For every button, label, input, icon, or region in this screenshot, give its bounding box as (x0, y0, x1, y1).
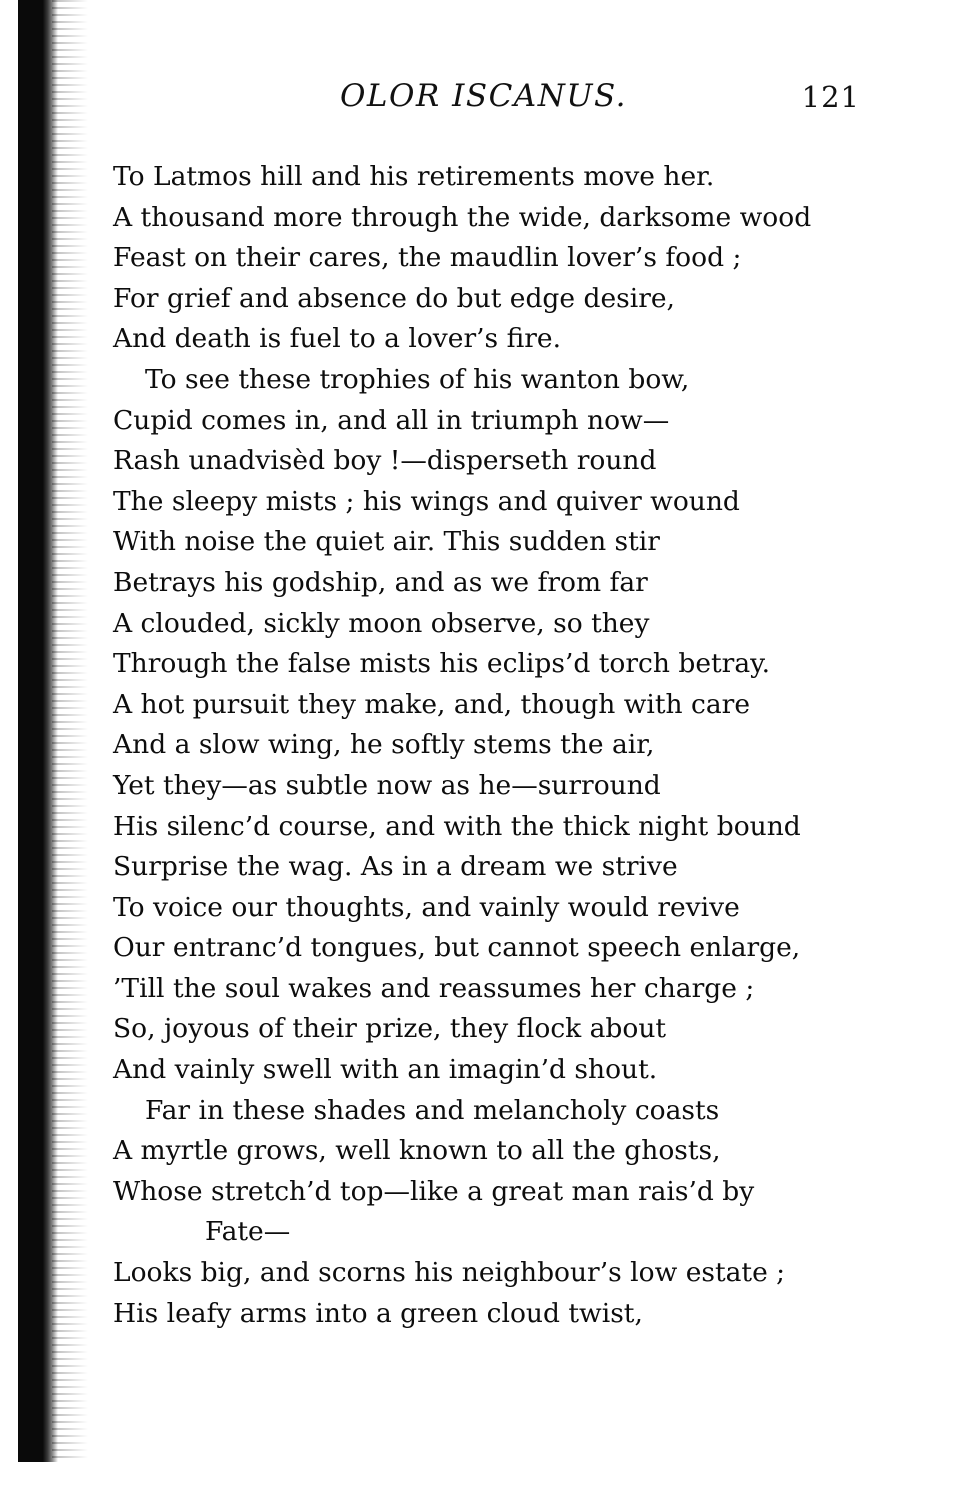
poem-line: Through the false mists his eclips’d torch betray. (113, 648, 771, 680)
poem-line: And a slow wing, he softly stems the air, (113, 729, 655, 761)
poem-line-indented: To see these trophies of his wanton bow, (145, 363, 690, 395)
poem-line: So, joyous of their prize, they flock about (113, 1013, 667, 1045)
poem-line: To voice our thoughts, and vainly would revive (113, 891, 740, 923)
poem-line: His silenc’d course, and with the thick night bound (113, 810, 801, 842)
poem-line: ’Till the soul wakes and reassumes her charge ; (113, 972, 755, 1004)
running-title: OLOR ISCANUS. (340, 78, 627, 114)
poem-line: The sleepy mists ; his wings and quiver wound (113, 485, 740, 517)
poem-line: Cupid comes in, and all in triumph now— (113, 404, 670, 436)
poem-line: Yet they—as subtle now as he—surround (113, 769, 661, 801)
poem-line-indented: Far in these shades and melancholy coasts (145, 1094, 720, 1126)
poem-line: A thousand more through the wide, darksome wood (113, 201, 812, 233)
poem-line: Surprise the wag. As in a dream we strive (113, 851, 678, 883)
poem-line: And vainly swell with an imagin’d shout. (113, 1054, 658, 1086)
poem-line: To Latmos hill and his retirements move her. (113, 161, 715, 192)
poem-line: Looks big, and scorns his neighbour’s low estate ; (113, 1257, 786, 1289)
poem-line-turnover: Fate— (205, 1216, 291, 1248)
page-number: 121 (801, 80, 860, 114)
poem-line: Feast on their cares, the maudlin lover’s food ; (113, 242, 742, 274)
poem-line: Whose stretch’d top—like a great man rais’d by (113, 1175, 755, 1207)
poem-line: And death is fuel to a lover’s fire. (113, 323, 562, 355)
running-head (110, 78, 860, 124)
poem-line: With noise the quiet air. This sudden stir (113, 526, 660, 558)
poem-line: Betrays his godship, and as we from far (113, 566, 648, 598)
poem-text (113, 157, 873, 1334)
poem-line: A clouded, sickly moon observe, so they (113, 607, 650, 639)
poem-line: A myrtle grows, well known to all the ghosts, (113, 1135, 721, 1167)
poem-line: Rash unadvisèd boy !—disperseth round (113, 445, 657, 477)
binding-speckle (52, 0, 88, 1462)
poem-line: His leafy arms into a green cloud twist, (113, 1297, 643, 1329)
poem-line: For grief and absence do but edge desire, (113, 282, 675, 314)
poem-line: Our entranc’d tongues, but cannot speech enlarge, (113, 932, 801, 964)
poem-line: A hot pursuit they make, and, though with care (113, 688, 751, 720)
